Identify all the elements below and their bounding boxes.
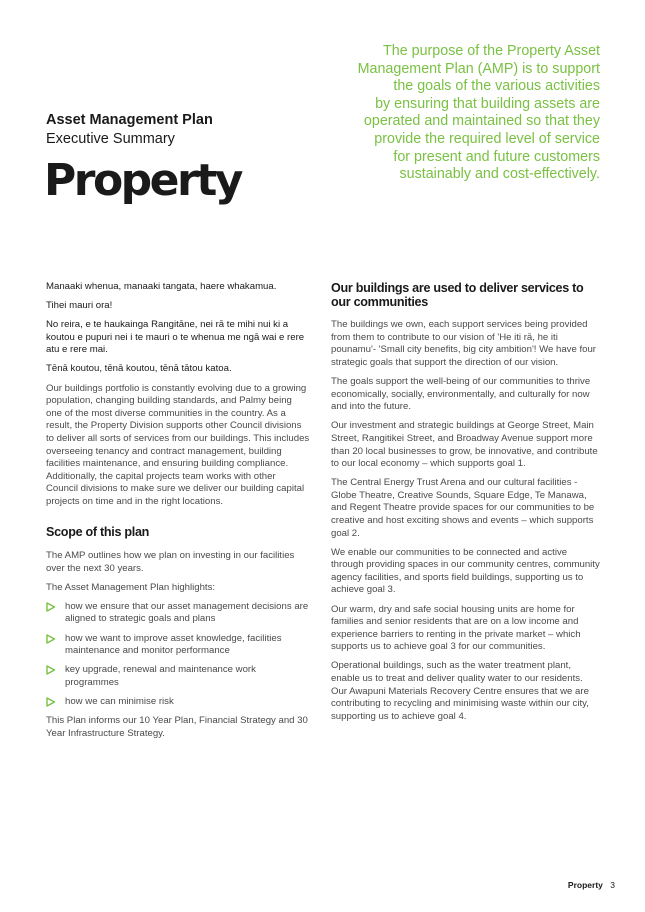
list-item-text: key upgrade, renewal and maintenance work programmes <box>65 664 256 688</box>
greeting-line: Tihei mauri ora! <box>46 300 113 312</box>
body-paragraph: Operational buildings, such as the water treatment plant, enable us to treat and deliver quality water to our residents. Our Awapuni Materials Recovery Centre ensures that we are contributing to recycling and minimising waste within our city, supporting us to achieve goal 4. <box>331 660 589 722</box>
chevron-right-icon <box>46 697 56 707</box>
list-item <box>46 601 310 626</box>
purpose-line: The purpose of the Property Asset <box>383 43 600 59</box>
body-paragraph: The buildings we own, each support services being provided from them to contribute to our vision of 'He iti rā, he iti pounamu'- 'Small city benefits, big city ambition'! We have four strategic goals that support the direction of our vision. <box>331 319 597 368</box>
closing-paragraph: This Plan informs our 10 Year Plan, Financial Strategy and 30 Year Infrastructure Strategy. <box>46 715 308 739</box>
purpose-line: for present and future customers <box>393 148 600 165</box>
purpose-line: provide the required level of service <box>374 130 600 147</box>
intro-paragraph: Our buildings portfolio is constantly evolving due to a growing population, changing building standards, and Palmy being one of the most diverse communities in the country. As a result, the Property Division supports other Council divisions to deliver all sorts of services from our buildings. This includes overseeing tenancy and contract management, building facilities maintenance, and ensuring building compliance. Additionally, the capital projects team works with other Council divisions to make sure we deliver our building capital projects on time and in the right locations. <box>46 382 310 507</box>
body-paragraph: Our warm, dry and safe social housing units are home for families and senior residents that are on a low income and experience barriers to renting in the private market – which supports us to achieve goal 3 for our communities. <box>331 603 581 653</box>
list-item-text: how we can minimise risk <box>65 695 174 707</box>
purpose-line: by ensuring that building assets are <box>375 95 600 112</box>
left-column <box>46 281 310 747</box>
scope-heading: Scope of this plan <box>46 524 150 539</box>
scope-paragraph: The AMP outlines how we plan on investing in our facilities over the next 30 years. <box>46 550 295 574</box>
body-paragraph: The goals support the well-being of our communities to thrive economically, socially, environmentally, and culturally for now and into the future. <box>331 376 591 413</box>
document-subtitle: Executive Summary <box>46 131 175 147</box>
list-item-text: how we ensure that our asset management decisions are aligned to strategic goals and plans <box>65 600 309 625</box>
scope-paragraph: The Asset Management Plan highlights: <box>46 581 216 593</box>
chevron-right-icon <box>46 665 56 675</box>
greeting-line: Tēnā koutou, tēnā koutou, tēnā tātou katoa. <box>46 363 232 375</box>
footer-section-label: Property <box>567 880 603 890</box>
greeting-line: Manaaki whenua, manaaki tangata, haere whakamua. <box>46 281 277 292</box>
chevron-right-icon <box>46 634 56 644</box>
document-title: Asset Management Plan <box>46 112 213 128</box>
body-paragraph: The Central Energy Trust Arena and our cultural facilities - Globe Theatre, Creative Sounds, Square Edge, Te Manawa, and Regent Theatre provide spaces for our communities to be creative and host exciting shows and events – which supports goal 2. <box>331 477 595 539</box>
greeting-line: No reira, e te haukainga Rangitāne, nei rā te mihi nui ki a koutou e pupuri nei i te mauri o te whenua me ngā wai e rere atu e rere mai. <box>46 319 305 356</box>
chevron-right-icon <box>46 602 56 612</box>
highlights-list <box>46 601 310 709</box>
list-item <box>46 664 310 689</box>
list-item <box>46 696 310 709</box>
buildings-heading: Our buildings are used to deliver services to our communities <box>331 281 584 309</box>
purpose-line: operated and maintained so that they <box>363 113 600 130</box>
purpose-line: the goals of the various activities <box>393 78 600 95</box>
page-title: Property <box>44 155 241 206</box>
body-paragraph: Our investment and strategic buildings at George Street, Main Street, Rangitikei Street, and Broadway Avenue support more than 20 local businesses to grow, be innovative, and contribute to our local economy – which supports goal 1. <box>331 420 598 470</box>
body-paragraph: We enable our communities to be connected and active through providing spaces in our community centres, community agency facilities, and sports field buildings, supporting us to achieve goal 3. <box>331 546 600 596</box>
page-footer <box>568 880 615 890</box>
right-column <box>331 282 601 730</box>
purpose-line: Management Plan (AMP) is to support <box>357 60 600 77</box>
purpose-statement <box>318 43 600 184</box>
page-number: 3 <box>610 880 615 890</box>
list-item-text: how we want to improve asset knowledge, facilities maintenance and monitor performance <box>65 632 282 657</box>
list-item <box>46 633 310 658</box>
title-block <box>46 112 241 206</box>
purpose-line: sustainably and cost-effectively. <box>399 166 600 183</box>
